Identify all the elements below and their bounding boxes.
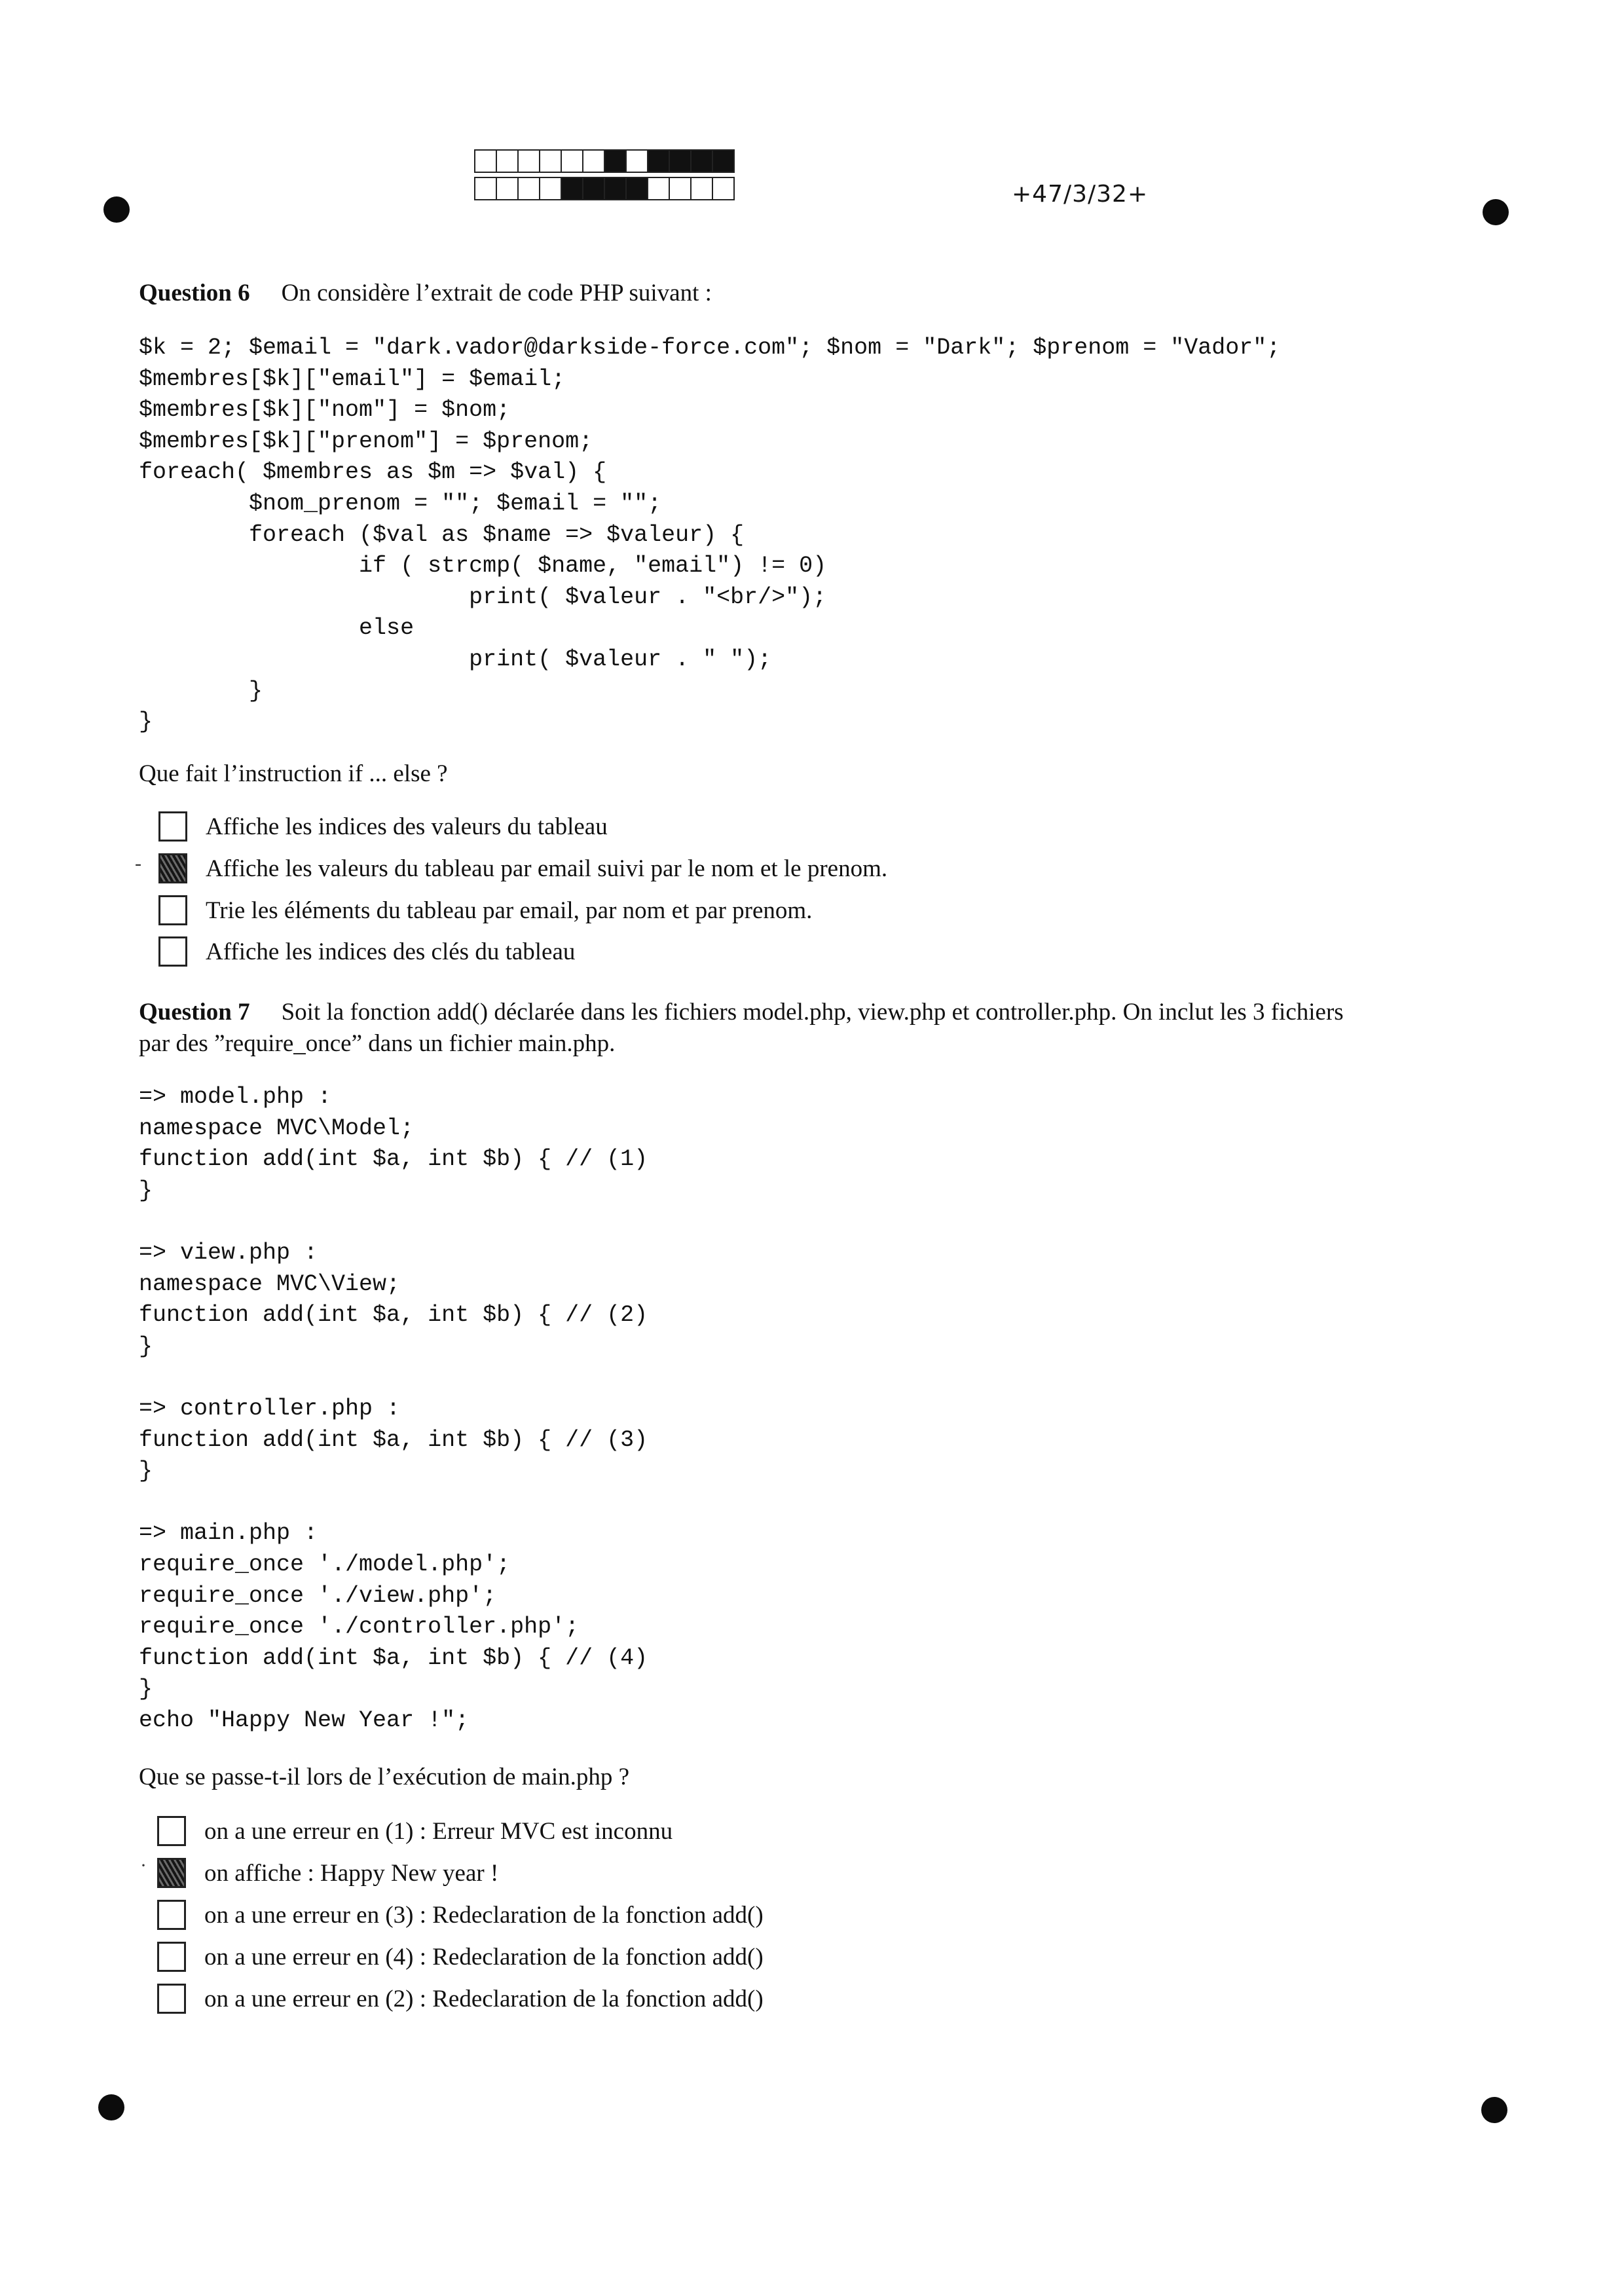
q7-answer-4[interactable] — [157, 1940, 764, 1974]
answer-checkbox[interactable] — [157, 1984, 186, 2014]
barcode-row — [474, 149, 733, 174]
sheet-barcode — [474, 149, 733, 204]
stray-mark: · — [140, 1855, 147, 1876]
q6-answer-1[interactable] — [158, 809, 608, 843]
question-7-prompt: Que se passe-t-il lors de l’exécution de main.php ? — [139, 1764, 630, 1790]
question-6-code: $k = 2; $email = "dark.vador@darkside-force.com"; $nom = "Dark"; $prenom = "Vador"; $membres[$k]["email"] = $email; $membres[$k]["nom"] = $nom; $membres[$k]["prenom"] = $prenom; foreach( $membres as $m => $val) { $nom_prenom = ""; $email = ""; foreach ($val as $name => $valeur) { if ( strcmp( $name, "email") != 0) print( $valeur . "<br/>"); else print( $valeur . " "); } } — [139, 335, 1281, 735]
answer-checkbox-marked[interactable] — [158, 853, 187, 883]
question-7-code: => model.php : namespace MVC\Model; function add(int $a, int $b) { // (1) } => view.php : namespace MVC\View; function add(int $a, int $b) { // (2) } => controller.php : function add(int $a, int $b) { // (3) } => main.php : require_once './model.php'; require_once './view.php'; require_once './controller.php'; function add(int $a, int $b) { // (4) } echo "Happy New Year !"; — [139, 1084, 648, 1733]
question-7-header — [139, 997, 1488, 1060]
barcode-cell-filled — [625, 177, 648, 200]
registration-mark-bottom-right — [1481, 2097, 1507, 2123]
barcode-cell-empty — [496, 149, 519, 173]
answer-checkbox[interactable] — [158, 895, 187, 925]
question-6-prompt: Que fait l’instruction if ... else ? — [139, 760, 448, 787]
registration-mark-top-left — [103, 196, 130, 223]
barcode-cell-filled — [690, 149, 713, 173]
barcode-row — [474, 177, 733, 202]
q7-answer-5[interactable] — [157, 1982, 764, 2016]
answer-label: Trie les éléments du tableau par email, par nom et par prenom. — [206, 897, 813, 924]
question-number: Question 6 — [139, 280, 250, 306]
answer-checkbox[interactable] — [157, 1816, 186, 1846]
barcode-cell-filled — [604, 149, 627, 173]
answer-label: on a une erreur en (4) : Redeclaration de la fonction add() — [204, 1943, 764, 1971]
answer-label: Affiche les indices des valeurs du tableau — [206, 813, 608, 840]
answer-checkbox[interactable] — [158, 936, 187, 967]
barcode-cell-empty — [517, 149, 540, 173]
barcode-cell-filled — [561, 177, 583, 200]
barcode-cell-empty — [669, 177, 692, 200]
answer-label: on affiche : Happy New year ! — [204, 1859, 499, 1887]
barcode-cell-empty — [474, 149, 497, 173]
barcode-cell-empty — [625, 149, 648, 173]
barcode-cell-empty — [539, 149, 562, 173]
barcode-cell-empty — [690, 177, 713, 200]
barcode-cell-empty — [539, 177, 562, 200]
answer-label: on a une erreur en (2) : Redeclaration de la fonction add() — [204, 1985, 764, 2012]
barcode-cell-filled — [647, 149, 670, 173]
question-number: Question 7 — [139, 999, 250, 1026]
barcode-cell-empty — [517, 177, 540, 200]
sheet-id: +47/3/32+ — [1012, 181, 1149, 208]
question-statement-line2: par des ”require_once” dans un fichier main.php. — [139, 1030, 616, 1057]
question-statement-line1: Soit la fonction add() déclarée dans les fichiers model.php, view.php et controller.php. On inclut les 3 fichiers — [281, 999, 1344, 1026]
barcode-cell-empty — [561, 149, 583, 173]
answer-label: on a une erreur en (1) : Erreur MVC est inconnu — [204, 1817, 673, 1845]
barcode-cell-empty — [496, 177, 519, 200]
q6-answer-3[interactable] — [158, 893, 812, 927]
registration-mark-top-right — [1483, 199, 1509, 225]
answer-label: Affiche les valeurs du tableau par email suivi par le nom et le prenom. — [206, 855, 888, 882]
barcode-cell-empty — [712, 177, 735, 200]
barcode-cell-filled — [669, 149, 692, 173]
q7-answer-3[interactable] — [157, 1898, 764, 1932]
barcode-cell-filled — [712, 149, 735, 173]
barcode-cell-empty — [474, 177, 497, 200]
answer-checkbox-marked[interactable] — [157, 1858, 186, 1888]
q7-answer-1[interactable] — [157, 1814, 673, 1848]
barcode-cell-filled — [582, 177, 605, 200]
question-6-header — [139, 278, 1488, 309]
barcode-cell-empty — [582, 149, 605, 173]
answer-checkbox[interactable] — [157, 1942, 186, 1972]
q6-answer-4[interactable] — [158, 935, 575, 969]
answer-label: on a une erreur en (3) : Redeclaration de la fonction add() — [204, 1901, 764, 1929]
answer-checkbox[interactable] — [158, 811, 187, 842]
question-statement: On considère l’extrait de code PHP suivant : — [281, 280, 712, 306]
barcode-cell-filled — [604, 177, 627, 200]
answer-label: Affiche les indices des clés du tableau — [206, 938, 576, 965]
answer-checkbox[interactable] — [157, 1900, 186, 1930]
q6-answer-2[interactable] — [158, 851, 887, 885]
registration-mark-bottom-left — [98, 2094, 124, 2120]
barcode-cell-empty — [647, 177, 670, 200]
stray-mark: - — [135, 853, 141, 874]
q7-answer-2[interactable] — [157, 1856, 498, 1890]
